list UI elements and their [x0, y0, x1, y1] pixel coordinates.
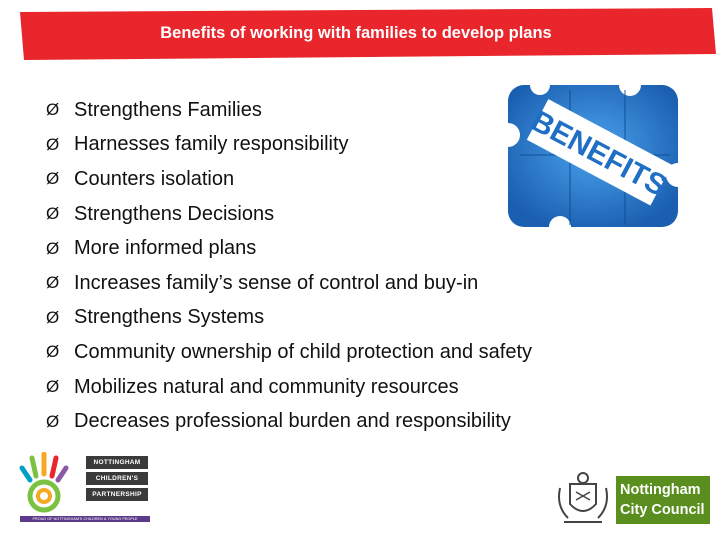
ncc-line-1: Nottingham [620, 482, 701, 498]
ncc-wordmark [616, 476, 710, 524]
bullet-text: Harnesses family responsibility [74, 133, 349, 156]
bullet-arrow-icon: Ø [46, 100, 60, 120]
bullet-arrow-icon: Ø [46, 342, 60, 362]
bullet-arrow-icon: Ø [46, 411, 60, 431]
coat-of-arms-icon [554, 470, 612, 528]
bullet-text: Mobilizes natural and community resources [74, 375, 459, 398]
ncp-line-3: PARTNERSHIP [86, 488, 148, 501]
bullet-arrow-icon: Ø [46, 273, 60, 293]
bullet-item [46, 128, 532, 163]
nottingham-childrens-partnership-logo [14, 452, 156, 524]
bullet-item [46, 301, 532, 336]
bullet-text: Strengthens Families [74, 98, 262, 121]
bullet-item [46, 162, 532, 197]
bullet-text: Strengthens Systems [74, 306, 265, 329]
benefits-list [46, 93, 532, 439]
bullet-arrow-icon: Ø [46, 238, 60, 258]
bullet-item [46, 370, 532, 405]
bullet-text: Counters isolation [74, 167, 235, 190]
bullet-item [46, 335, 532, 370]
bullet-text: Strengthens Decisions [74, 202, 275, 225]
bullet-item [46, 231, 532, 266]
bullet-arrow-icon: Ø [46, 134, 60, 154]
partnership-figures-icon [14, 452, 84, 516]
benefits-puzzle-image [500, 75, 686, 233]
bullet-arrow-icon: Ø [46, 377, 60, 397]
benefits-word: BENEFITS [525, 104, 672, 204]
bullet-arrow-icon: Ø [46, 169, 60, 189]
bullet-arrow-icon: Ø [46, 204, 60, 224]
ncp-strapline: PROUD OF NOTTINGHAM'S CHILDREN & YOUNG PEOPLE [20, 516, 150, 522]
bullet-text: Community ownership of child protection and safety [74, 340, 533, 363]
bullet-item [46, 404, 532, 439]
bullet-text: More informed plans [74, 237, 257, 260]
bullet-text: Increases family’s sense of control and buy-in [74, 271, 479, 294]
bullet-arrow-icon: Ø [46, 307, 60, 327]
page-title: Benefits of working with families to develop plans [160, 24, 552, 42]
bullet-item [46, 93, 532, 128]
ncp-line-1: NOTTINGHAM [86, 456, 148, 469]
bullet-text: Decreases professional burden and responsibility [74, 410, 511, 433]
ncp-line-2: CHILDREN'S [86, 472, 148, 485]
nottingham-city-council-logo [554, 470, 712, 528]
ncc-line-2: City Council [620, 502, 705, 518]
bullet-item [46, 197, 532, 232]
title-banner [0, 0, 720, 62]
bullet-item [46, 266, 532, 301]
